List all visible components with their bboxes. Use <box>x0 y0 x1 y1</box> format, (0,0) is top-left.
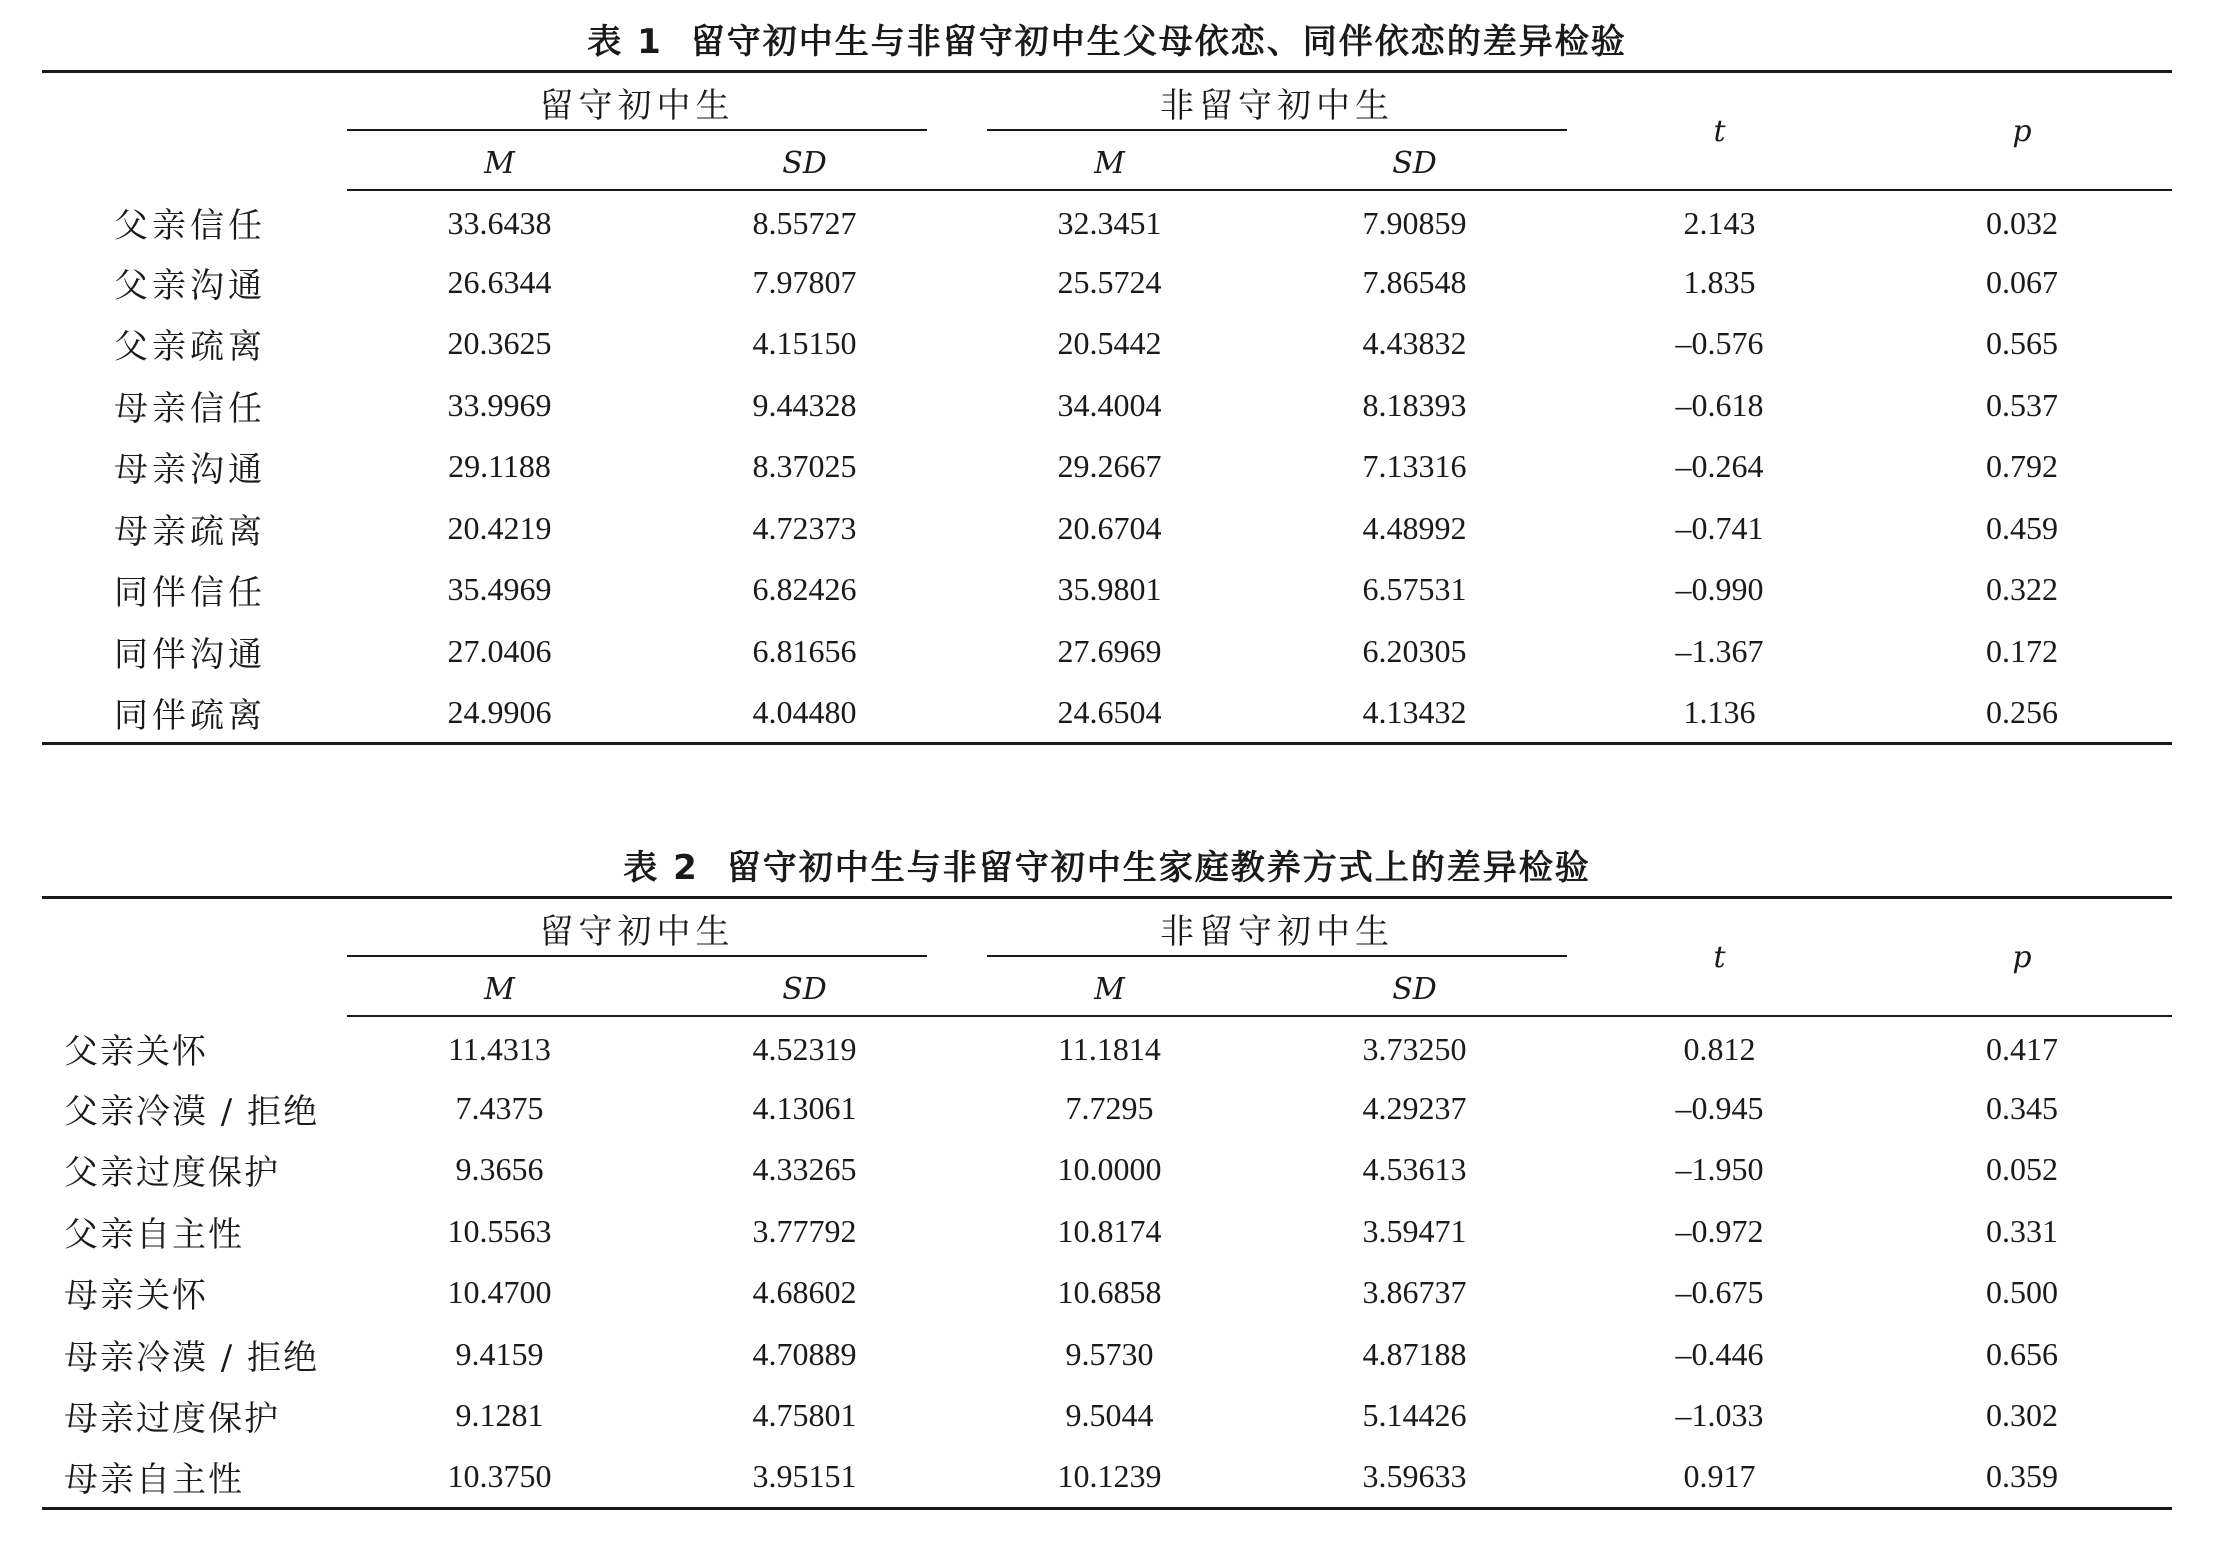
cell-sd-left-behind: 3.77792 <box>752 1212 857 1249</box>
cell-t: –0.741 <box>1675 509 1764 546</box>
cell-sd-non-left-behind: 3.59633 <box>1362 1458 1467 1494</box>
cell-t: 1.835 <box>1683 263 1756 300</box>
cell-m-non-left-behind: 35.9801 <box>1057 571 1162 608</box>
cell-p: 0.302 <box>1986 1397 2058 1434</box>
table-row <box>42 1139 2172 1201</box>
cell-p: 0.565 <box>1986 325 2058 362</box>
m-header-left: M <box>347 137 652 190</box>
table-row <box>42 682 2172 744</box>
row-label: 母亲沟通 <box>114 450 266 491</box>
cell-sd-left-behind: 4.68602 <box>752 1274 857 1311</box>
cell-sd-non-left-behind: 7.13316 <box>1362 448 1467 485</box>
cell-m-left-behind: 11.4313 <box>448 1030 551 1067</box>
group-header-left-behind: 留守初中生 <box>347 72 957 138</box>
m-header-right: M <box>957 137 1262 190</box>
table-row <box>42 559 2172 621</box>
row-label: 母亲关怀 <box>64 1276 208 1317</box>
row-label: 父亲关怀 <box>64 1032 208 1073</box>
cell-m-left-behind: 29.1188 <box>448 448 551 485</box>
cell-sd-left-behind: 6.81656 <box>752 632 857 669</box>
cell-p: 0.537 <box>1986 386 2058 423</box>
row-label-header <box>42 898 347 1017</box>
group-header-non-left-behind: 非留守初中生 <box>957 72 1567 138</box>
cell-m-non-left-behind: 29.2667 <box>1057 448 1162 485</box>
cell-sd-left-behind: 4.33265 <box>752 1151 857 1188</box>
cell-sd-non-left-behind: 8.18393 <box>1362 386 1467 423</box>
cell-p: 0.052 <box>1986 1151 2058 1188</box>
cell-t: –0.990 <box>1675 571 1764 608</box>
cell-m-non-left-behind: 11.1814 <box>1058 1030 1161 1067</box>
cell-t: 0.812 <box>1683 1030 1756 1067</box>
cell-t: –1.950 <box>1675 1151 1764 1188</box>
table-1-grid <box>42 70 2172 745</box>
cell-sd-non-left-behind: 4.48992 <box>1362 509 1467 546</box>
table-1-caption-number: 表 1 <box>587 22 663 62</box>
table-row <box>42 1201 2172 1263</box>
row-label: 父亲自主性 <box>64 1214 244 1255</box>
cell-m-left-behind: 33.6438 <box>447 204 552 241</box>
row-label: 父亲沟通 <box>114 265 266 306</box>
row-label: 父亲过度保护 <box>64 1153 280 1194</box>
row-label: 父亲冷漠 / 拒绝 <box>64 1091 320 1132</box>
cell-sd-left-behind: 7.97807 <box>752 263 857 300</box>
cell-m-left-behind: 7.4375 <box>455 1089 544 1126</box>
cell-sd-left-behind: 4.15150 <box>752 325 857 362</box>
cell-sd-left-behind: 6.82426 <box>752 571 857 608</box>
cell-sd-non-left-behind: 3.73250 <box>1362 1030 1467 1067</box>
cell-m-left-behind: 20.3625 <box>447 325 552 362</box>
cell-sd-left-behind: 4.52319 <box>752 1030 857 1067</box>
sd-header-left: SD <box>652 963 957 1016</box>
cell-sd-left-behind: 8.55727 <box>752 204 857 241</box>
cell-t: –0.972 <box>1675 1212 1764 1249</box>
table-row <box>42 621 2172 683</box>
table-2-grid <box>42 896 2172 1510</box>
cell-sd-non-left-behind: 3.86737 <box>1362 1274 1467 1311</box>
table-2-body <box>42 1016 2172 1508</box>
cell-p: 0.256 <box>1986 693 2058 730</box>
table-1 <box>42 14 2172 745</box>
cell-m-non-left-behind: 9.5730 <box>1065 1335 1154 1372</box>
table-row <box>42 1447 2172 1509</box>
row-label: 母亲疏离 <box>114 511 266 552</box>
group-header-non-left-behind: 非留守初中生 <box>957 898 1567 964</box>
cell-m-left-behind: 10.5563 <box>447 1212 552 1249</box>
cell-m-left-behind: 9.4159 <box>455 1335 544 1372</box>
table-row <box>42 252 2172 314</box>
cell-m-non-left-behind: 10.6858 <box>1057 1274 1162 1311</box>
t-header: t <box>1567 898 1872 1017</box>
cell-t: –0.945 <box>1675 1089 1764 1126</box>
cell-t: –0.576 <box>1675 325 1764 362</box>
cell-m-left-behind: 10.3750 <box>447 1458 552 1494</box>
table-row <box>42 1324 2172 1386</box>
cell-m-left-behind: 26.6344 <box>447 263 552 300</box>
p-header: p <box>1872 72 2172 191</box>
table-1-caption-title: 留守初中生与非留守初中生父母依恋、同伴依恋的差异检验 <box>690 22 1627 62</box>
cell-sd-non-left-behind: 7.86548 <box>1362 263 1467 300</box>
row-label: 同伴沟通 <box>114 634 266 675</box>
cell-sd-left-behind: 4.72373 <box>752 509 857 546</box>
cell-m-left-behind: 27.0406 <box>447 632 552 669</box>
group-header-left-behind: 留守初中生 <box>347 898 957 964</box>
table-1-body <box>42 190 2172 744</box>
cell-sd-non-left-behind: 4.43832 <box>1362 325 1467 362</box>
cell-p: 0.656 <box>1986 1335 2058 1372</box>
row-label-header <box>42 72 347 191</box>
sd-header-right: SD <box>1262 137 1567 190</box>
cell-sd-left-behind: 8.37025 <box>752 448 857 485</box>
row-label: 母亲冷漠 / 拒绝 <box>64 1337 320 1378</box>
cell-m-non-left-behind: 27.6969 <box>1057 632 1162 669</box>
table-row <box>42 436 2172 498</box>
cell-m-non-left-behind: 32.3451 <box>1057 204 1162 241</box>
cell-m-left-behind: 33.9969 <box>447 386 552 423</box>
cell-sd-non-left-behind: 5.14426 <box>1362 1397 1467 1434</box>
table-2-caption-number: 表 2 <box>623 848 699 888</box>
t-header: t <box>1567 72 1872 191</box>
cell-m-non-left-behind: 7.7295 <box>1065 1089 1154 1126</box>
cell-sd-left-behind: 3.95151 <box>752 1458 857 1494</box>
cell-m-left-behind: 10.4700 <box>447 1274 552 1311</box>
table-row <box>42 313 2172 375</box>
cell-m-non-left-behind: 34.4004 <box>1057 386 1162 423</box>
table-row <box>42 498 2172 560</box>
cell-p: 0.322 <box>1986 571 2058 608</box>
row-label: 母亲信任 <box>114 388 266 429</box>
table-2-caption-title: 留守初中生与非留守初中生家庭教养方式上的差异检验 <box>726 848 1591 888</box>
row-label: 同伴信任 <box>114 573 266 614</box>
cell-m-non-left-behind: 10.1239 <box>1057 1458 1162 1494</box>
cell-m-non-left-behind: 20.5442 <box>1057 325 1162 362</box>
cell-sd-left-behind: 9.44328 <box>752 386 857 423</box>
table-row <box>42 375 2172 437</box>
cell-sd-non-left-behind: 7.90859 <box>1362 204 1467 241</box>
cell-sd-left-behind: 4.04480 <box>752 693 857 730</box>
cell-sd-left-behind: 4.70889 <box>752 1335 857 1372</box>
cell-t: –1.367 <box>1675 632 1764 669</box>
cell-sd-left-behind: 4.13061 <box>752 1089 857 1126</box>
cell-sd-non-left-behind: 4.53613 <box>1362 1151 1467 1188</box>
table-row <box>42 190 2172 252</box>
cell-t: –1.033 <box>1675 1397 1764 1434</box>
cell-p: 0.032 <box>1986 204 2058 241</box>
cell-p: 0.792 <box>1986 448 2058 485</box>
row-label: 母亲自主性 <box>64 1460 244 1500</box>
sd-header-left: SD <box>652 137 957 190</box>
cell-sd-non-left-behind: 3.59471 <box>1362 1212 1467 1249</box>
cell-t: –0.446 <box>1675 1335 1764 1372</box>
cell-m-left-behind: 24.9906 <box>447 693 552 730</box>
cell-sd-non-left-behind: 6.20305 <box>1362 632 1467 669</box>
p-header: p <box>1872 898 2172 1017</box>
cell-t: –0.618 <box>1675 386 1764 423</box>
sd-header-right: SD <box>1262 963 1567 1016</box>
cell-p: 0.417 <box>1986 1030 2058 1067</box>
cell-t: –0.675 <box>1675 1274 1764 1311</box>
cell-m-non-left-behind: 10.8174 <box>1057 1212 1162 1249</box>
table-row <box>42 1078 2172 1140</box>
cell-m-non-left-behind: 10.0000 <box>1057 1151 1162 1188</box>
cell-t: 0.917 <box>1683 1458 1756 1494</box>
cell-m-left-behind: 20.4219 <box>447 509 552 546</box>
cell-sd-non-left-behind: 6.57531 <box>1362 571 1467 608</box>
row-label: 父亲信任 <box>114 206 266 247</box>
cell-m-non-left-behind: 25.5724 <box>1057 263 1162 300</box>
cell-m-non-left-behind: 24.6504 <box>1057 693 1162 730</box>
table-row <box>42 1385 2172 1447</box>
cell-p: 0.172 <box>1986 632 2058 669</box>
cell-p: 0.331 <box>1986 1212 2058 1249</box>
cell-t: 2.143 <box>1683 204 1756 241</box>
cell-sd-non-left-behind: 4.87188 <box>1362 1335 1467 1372</box>
cell-t: 1.136 <box>1683 693 1756 730</box>
cell-m-left-behind: 35.4969 <box>447 571 552 608</box>
cell-p: 0.459 <box>1986 509 2058 546</box>
row-label: 父亲疏离 <box>114 327 266 368</box>
cell-m-left-behind: 9.1281 <box>455 1397 544 1434</box>
cell-m-non-left-behind: 9.5044 <box>1065 1397 1154 1434</box>
cell-p: 0.500 <box>1986 1274 2058 1311</box>
cell-sd-left-behind: 4.75801 <box>752 1397 857 1434</box>
m-header-right: M <box>957 963 1262 1016</box>
table-row <box>42 1262 2172 1324</box>
table-2-caption <box>42 840 2172 896</box>
cell-t: –0.264 <box>1675 448 1764 485</box>
cell-p: 0.359 <box>1986 1458 2058 1494</box>
cell-p: 0.067 <box>1986 263 2058 300</box>
cell-p: 0.345 <box>1986 1089 2058 1126</box>
row-label: 母亲过度保护 <box>64 1399 280 1440</box>
cell-sd-non-left-behind: 4.13432 <box>1362 693 1467 730</box>
row-label: 同伴疏离 <box>114 695 266 736</box>
cell-m-left-behind: 9.3656 <box>455 1151 544 1188</box>
cell-sd-non-left-behind: 4.29237 <box>1362 1089 1467 1126</box>
cell-m-non-left-behind: 20.6704 <box>1057 509 1162 546</box>
m-header-left: M <box>347 963 652 1016</box>
table-row <box>42 1016 2172 1078</box>
table-2 <box>42 840 2172 1510</box>
table-1-caption <box>42 14 2172 70</box>
